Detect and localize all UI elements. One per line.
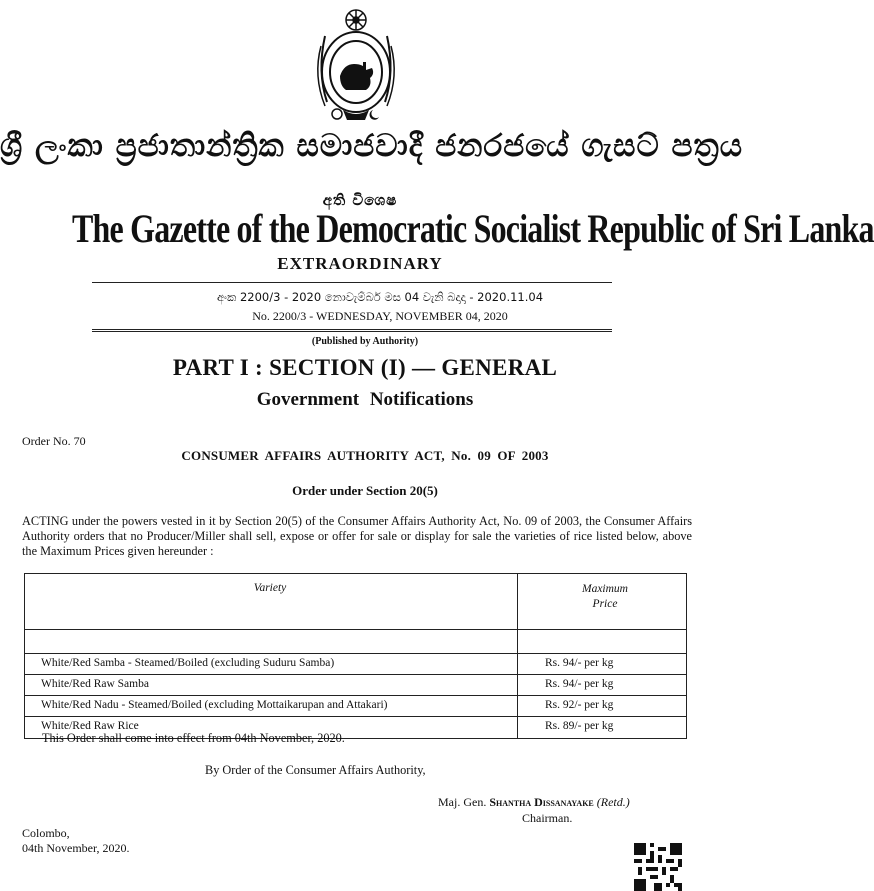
extraordinary-label: EXTRAORDINARY xyxy=(277,254,443,273)
cell-variety: White/Red Raw Samba xyxy=(41,678,149,690)
cell-variety: White/Red Raw Rice xyxy=(41,720,139,732)
column-divider xyxy=(517,717,518,738)
order-subtitle: Order under Section 20(5) xyxy=(292,483,438,498)
cell-variety: White/Red Samba - Steamed/Boiled (excluding Suduru Samba) xyxy=(41,657,335,669)
column-header-price-line2: Price xyxy=(592,598,618,610)
column-divider xyxy=(517,574,518,629)
gazette-title-sinhala: ශ්‍රී ලංකා ප්‍රජාතාන්ත්‍රික සමාජවාදී ජනරජයේ ගැසට් පත්‍රය xyxy=(0,128,744,164)
signatory-name: Shantha Dissanayake xyxy=(489,795,594,809)
section-heading: Government Notifications xyxy=(256,389,474,410)
cell-price: Rs. 94/- per kg xyxy=(545,678,614,690)
column-divider xyxy=(517,654,518,674)
table-row xyxy=(25,675,686,696)
cell-price: Rs. 89/- per kg xyxy=(545,720,614,732)
effective-date-statement: This Order shall come into effect from 04th November, 2020. xyxy=(42,731,345,745)
column-header-variety: Variety xyxy=(253,582,287,594)
column-divider xyxy=(517,675,518,695)
divider xyxy=(92,331,612,332)
divider xyxy=(92,329,612,330)
order-paragraph: ACTING under the powers vested in it by Section 20(5) of the Consumer Affairs Authority Act, No. 09 of 2003, the Consumer Affairs Authority orders that no Producer/Miller shall sell, expose or offer for sale or display for sale the varieties of rice listed below, above the Maximum Prices given hereunder : xyxy=(22,514,692,558)
signatory xyxy=(438,795,630,810)
price-table xyxy=(24,573,687,739)
place: Colombo, xyxy=(22,826,70,840)
date: 04th November, 2020. xyxy=(22,841,130,855)
signatory-suffix: (Retd.) xyxy=(596,795,630,809)
part-heading: PART I : SECTION (I) — GENERAL xyxy=(172,355,558,380)
gazette-title-english: The Gazette of the Democratic Socialist Republic of Sri Lanka xyxy=(72,206,874,251)
signatory-title: Chairman. xyxy=(522,811,573,825)
column-header-price-line1: Maximum xyxy=(582,583,628,595)
cell-variety: White/Red Nadu - Steamed/Boiled (excluding Mottaikarupan and Attakari) xyxy=(41,699,388,711)
extraordinary-label-sinhala: අති විශෙෂ xyxy=(322,191,398,209)
issue-line-english: No. 2200/3 - WEDNESDAY, NOVEMBER 04, 2020 xyxy=(252,309,508,323)
signatory-rank: Maj. Gen. xyxy=(438,795,490,809)
column-divider xyxy=(517,696,518,716)
column-header-price xyxy=(525,582,685,612)
table-row xyxy=(25,654,686,675)
table-spacer-row xyxy=(25,630,686,654)
sri-lanka-emblem xyxy=(303,6,409,126)
by-order-line: By Order of the Consumer Affairs Authority, xyxy=(205,763,426,777)
column-divider xyxy=(517,630,518,653)
order-number: Order No. 70 xyxy=(22,434,86,448)
published-by-authority: (Published by Authority) xyxy=(311,336,419,347)
cell-price: Rs. 92/- per kg xyxy=(545,699,614,711)
place-and-date xyxy=(22,826,130,856)
divider xyxy=(92,282,612,283)
table-header xyxy=(25,574,686,630)
issue-line-sinhala: අංක 2200/3 - 2020 නොවැම්බර් මස 04 වැනි බදාදා - 2020.11.04 xyxy=(216,290,544,304)
cell-price: Rs. 94/- per kg xyxy=(545,657,614,669)
act-title: CONSUMER AFFAIRS AUTHORITY ACT, No. 09 OF 2003 xyxy=(181,448,549,463)
table-row xyxy=(25,696,686,717)
qr-code xyxy=(634,843,682,891)
